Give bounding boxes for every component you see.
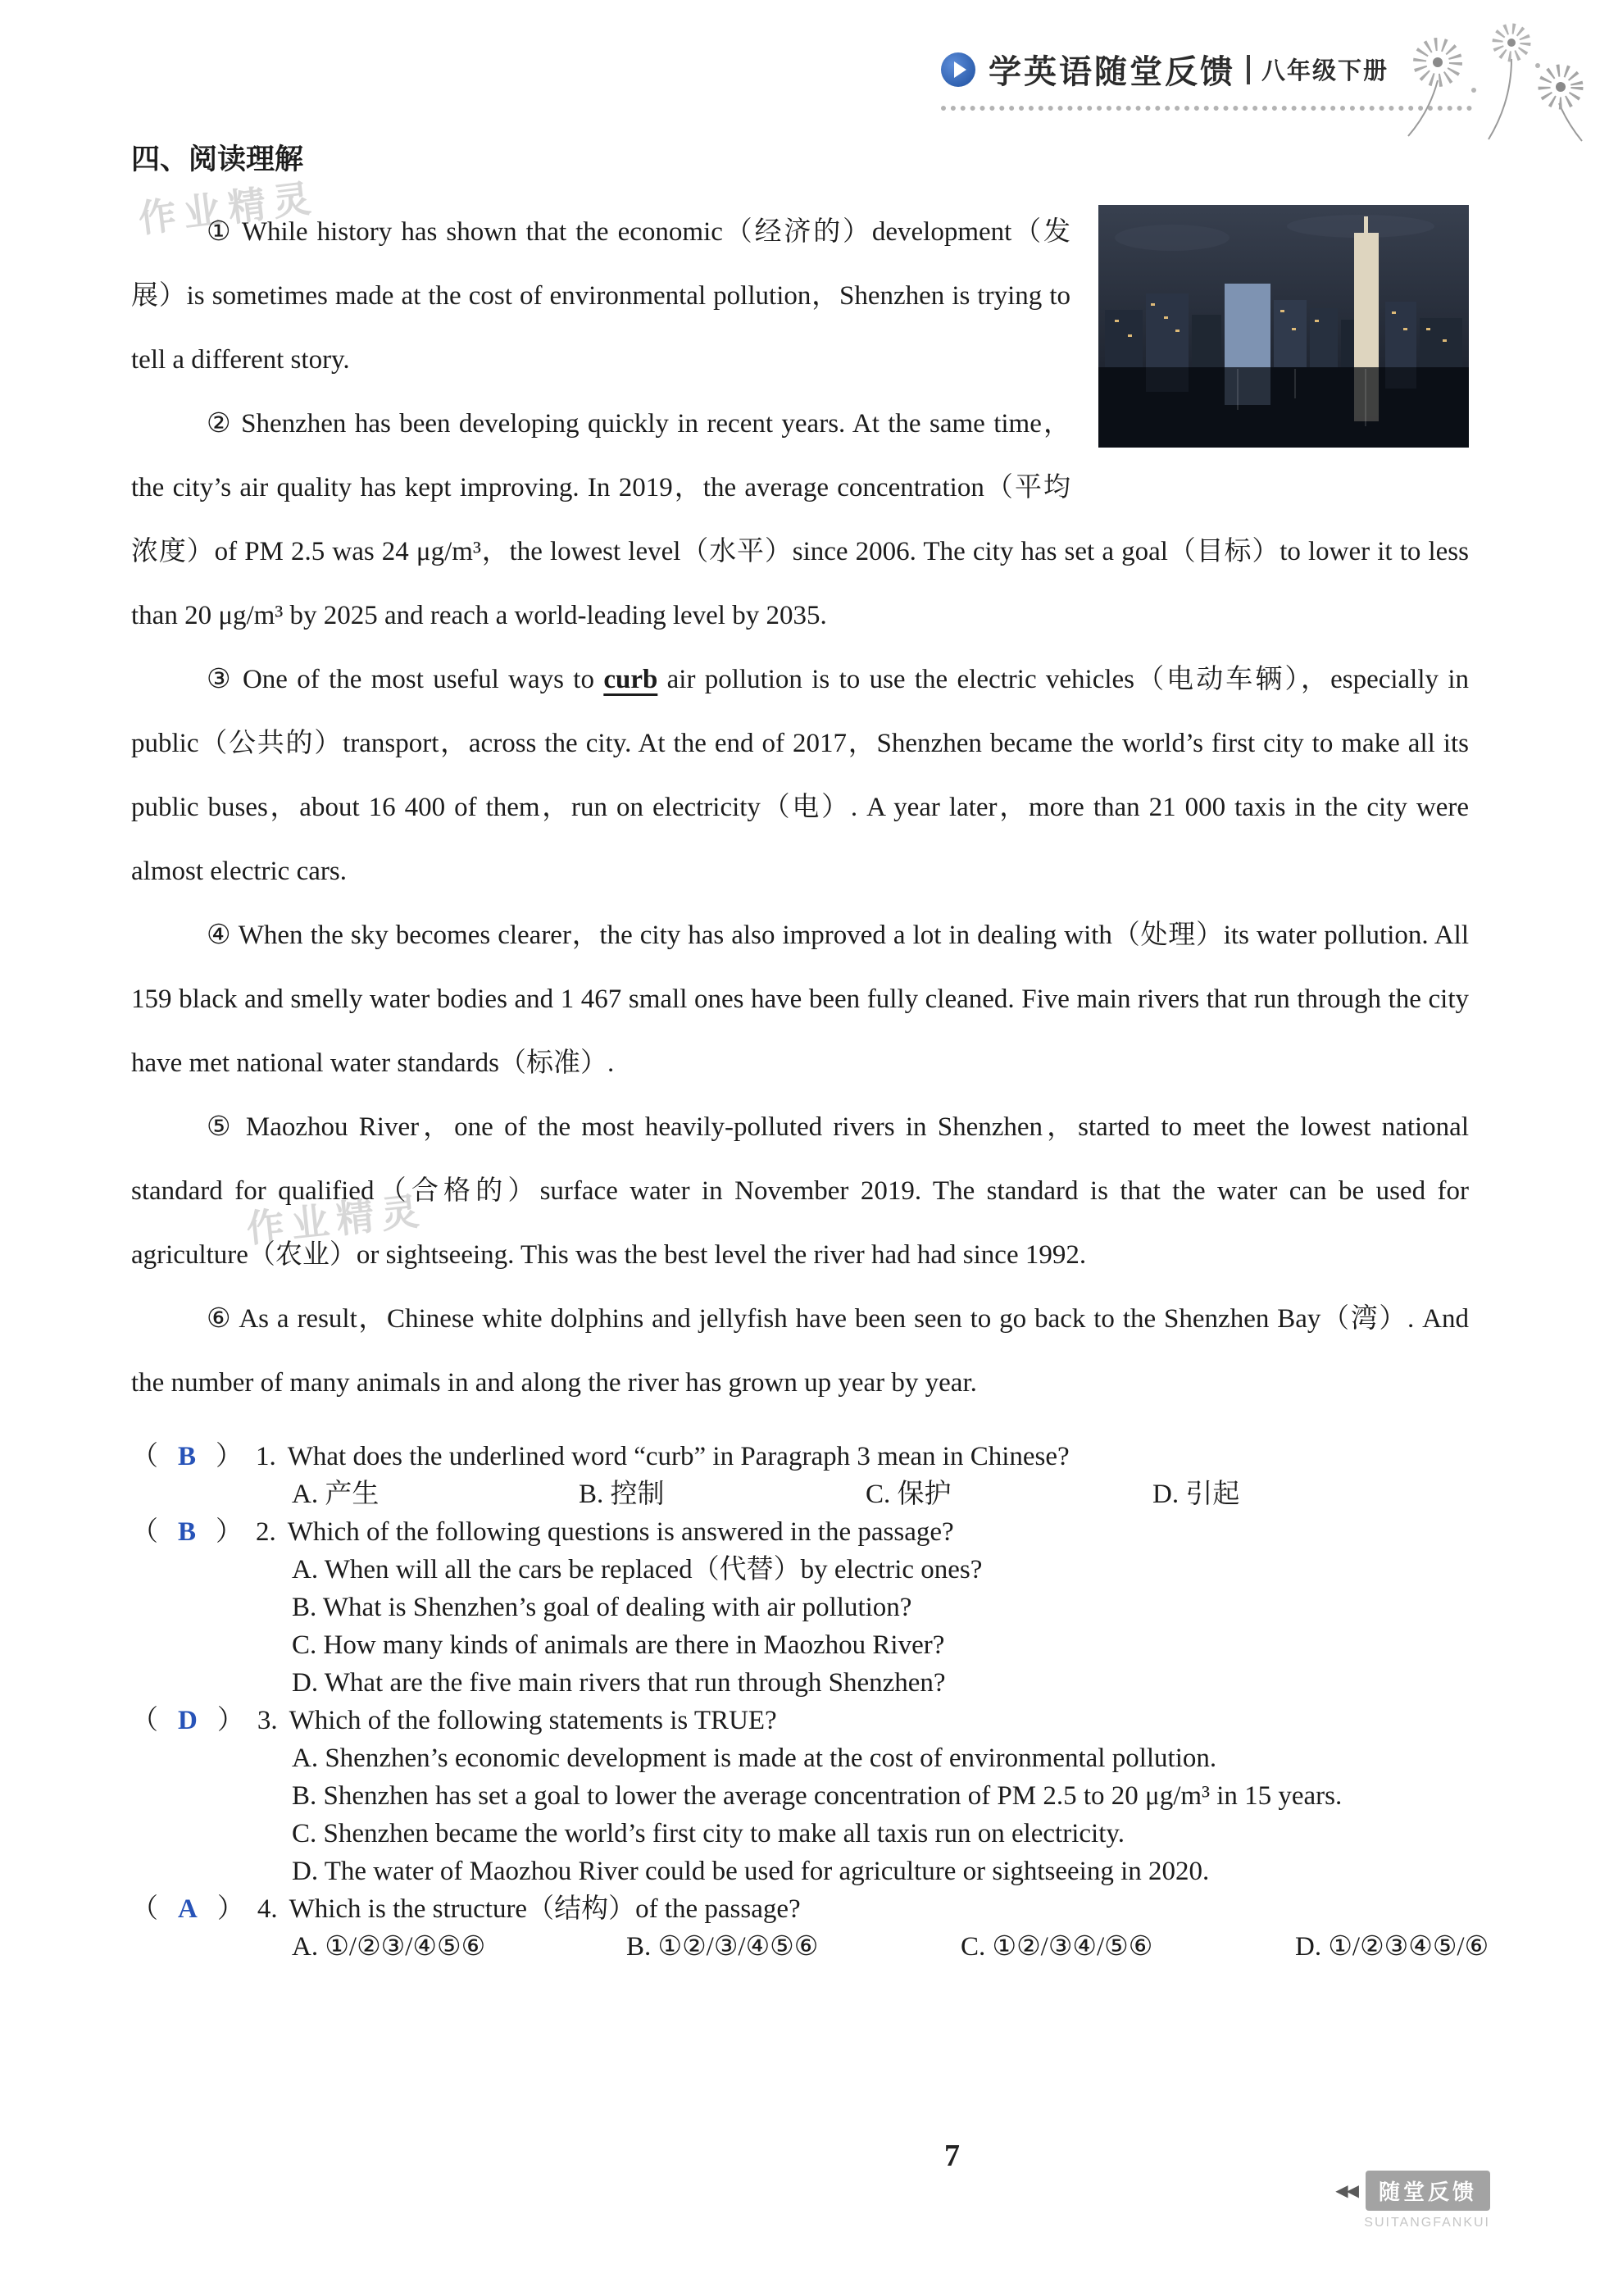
bracket-open: （ (131, 1894, 158, 1924)
option-b: B. ①②/③/④⑤⑥ (626, 1932, 819, 1962)
main-content (131, 141, 1489, 1966)
bracket-open: （ (131, 1517, 158, 1547)
passage-paragraph-3 (131, 648, 1469, 903)
questions-block (131, 1438, 1489, 1966)
page-number: 7 (944, 2139, 960, 2173)
question-3 (131, 1702, 1469, 1890)
question-number: 1. (256, 1442, 276, 1471)
dotted-rule (941, 106, 1472, 111)
bracket-close: ） (216, 1706, 244, 1735)
option-a: A. When will all the cars be replaced（代替）by electric ones? (292, 1555, 983, 1584)
paragraph-3-text: air pollution is to use the electric vehicles（电动车辆），especially in public（公共的）transport，across the city. At the end of 2017，Shenzhen became the world’s first city to make all its public buses，about 16 400 of them，run on electricity（电）. A year later，more than 21 000 taxis in the city were almost electric cars. (131, 665, 1469, 886)
passage-paragraph-5: ⑤ Maozhou River，one of the most heavily-polluted rivers in Shenzhen，started to meet the lowest national standard for qualified（合格的）surface water in November 2019. The standard is that the water can be used for agriculture（农业）or sightseeing. This was the best level the river had had since 1992. (131, 1112, 1469, 1270)
option-c: C. 保护 (866, 1480, 952, 1509)
watermark: 作业精灵 (136, 175, 320, 241)
question-1 (131, 1438, 1469, 1513)
question-2 (131, 1513, 1469, 1702)
answer-letter: A (178, 1894, 198, 1924)
answer-letter: B (178, 1442, 197, 1471)
watermark: 作业精灵 (244, 1189, 429, 1251)
brand-block (941, 46, 1472, 93)
question-number: 3. (257, 1706, 278, 1735)
bracket-close: ） (216, 1894, 244, 1924)
bracket-close: ） (216, 1442, 243, 1471)
question-3-stem-line (131, 1702, 1469, 1739)
question-2-stem-line (131, 1513, 1469, 1551)
page-header (941, 46, 1472, 111)
option-d: D. The water of Maozhou River could be used for agriculture or sightseeing in 2020. (292, 1857, 1210, 1886)
bracket-open: （ (131, 1442, 158, 1471)
question-2-options (292, 1551, 1469, 1702)
answer-letter: B (178, 1517, 197, 1547)
shenzhen-skyline-photo (1098, 205, 1469, 448)
question-number: 2. (256, 1517, 276, 1547)
paragraph-3-text: ③ One of the most useful ways to (207, 665, 604, 694)
option-c: C. How many kinds of animals are there in Maozhou River? (292, 1630, 945, 1660)
footer-brand (1335, 2171, 1490, 2230)
option-c: C. Shenzhen became the world’s first city to make all taxis run on electricity. (292, 1819, 1125, 1848)
footer-badge: 随堂反馈 (1366, 2171, 1490, 2211)
option-c: C. ①②/③④/⑤⑥ (961, 1932, 1153, 1962)
option-a: A. ①/②③/④⑤⑥ (292, 1932, 486, 1962)
question-4-stem-line (131, 1890, 1469, 1928)
option-d: D. What are the five main rivers that run through Shenzhen? (292, 1668, 946, 1698)
passage-paragraph-2: ② Shenzhen has been developing quickly in recent years. At the same time，the city’s air quality has kept improving. In 2019，the average concentration（平均浓度）of PM 2.5 was 24 μg/m³，the lowest level（水平）since 2006. The city has set a goal（目标）to lower it to less than 20 μg/m³ by 2025 and reach a world-leading level by 2035. (131, 409, 1469, 630)
footer-badge-subtext: SUITANGFANKUI (1364, 2216, 1490, 2230)
option-d: D. ①/②③④⑤/⑥ (1295, 1932, 1489, 1962)
option-b: B. Shenzhen has set a goal to lower the average concentration of PM 2.5 to 20 μg/m³ in 15 years. (292, 1781, 1343, 1811)
passage-paragraph-1: ① While history has shown that the economic（经济的）development（发展）is sometimes made at the cost of environmental pollution，Shenzhen is trying to tell a different story. (131, 217, 1070, 375)
brand-divider (1247, 55, 1250, 84)
question-4-options (292, 1928, 1489, 1966)
underlined-word-curb: curb (603, 665, 658, 694)
question-stem: Which of the following questions is answered in the passage? (287, 1517, 954, 1547)
bracket-open: （ (131, 1706, 158, 1735)
question-stem: Which is the structure（结构）of the passage? (289, 1894, 801, 1924)
question-stem: Which of the following statements is TRUE? (289, 1706, 777, 1735)
section-title: 四、阅读理解 (131, 143, 304, 175)
option-a: A. Shenzhen’s economic development is made at the cost of environmental pollution. (292, 1744, 1217, 1773)
question-3-options (292, 1739, 1469, 1890)
question-4 (131, 1890, 1489, 1966)
bracket-close: ） (216, 1517, 243, 1547)
city-night-image (1098, 205, 1469, 448)
question-1-options (292, 1475, 1469, 1513)
option-a: A. 产生 (292, 1480, 380, 1509)
brand-title: 学英语随堂反馈 (989, 54, 1235, 90)
question-stem: What does the underlined word “curb” in Paragraph 3 mean in Chinese? (287, 1442, 1070, 1471)
question-1-stem-line (131, 1438, 1469, 1475)
play-circle-icon (941, 52, 975, 87)
passage-paragraph-6: ⑥ As a result，Chinese white dolphins and jellyfish have been seen to go back to the Shenzhen Bay（湾）. And the number of many animals in and along the river has grown up year by year. (131, 1304, 1469, 1398)
question-number: 4. (257, 1894, 278, 1924)
arrow-marks-icon: ◀◀ (1335, 2182, 1357, 2200)
passage-paragraph-4: ④ When the sky becomes clearer，the city has also improved a lot in dealing with（处理）its water pollution. All 159 black and smelly water bodies and 1 467 small ones have been fully cleaned. Five main rivers that run through the city have met national water standards（标准）. (131, 921, 1469, 1078)
option-b: B. What is Shenzhen’s goal of dealing with air pollution? (292, 1593, 912, 1622)
answer-letter: D (178, 1706, 198, 1735)
option-d: D. 引起 (1152, 1480, 1240, 1509)
brand-subtitle: 八年级下册 (1261, 58, 1389, 84)
option-b: B. 控制 (579, 1480, 665, 1509)
